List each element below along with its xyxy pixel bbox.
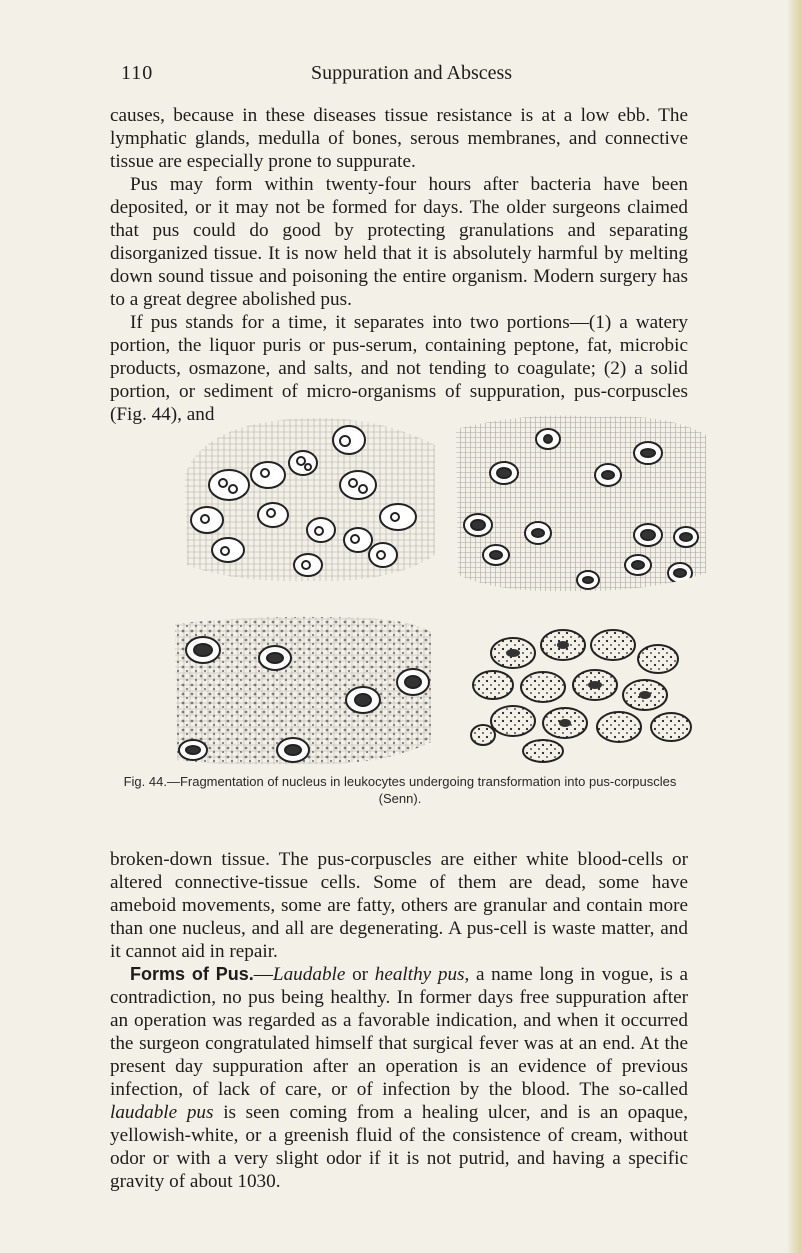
- body-text-bottom: [110, 848, 688, 1193]
- term-healthy-pus: healthy pus: [374, 964, 465, 985]
- figure-panel-top-left: [173, 405, 445, 585]
- figure-panel-top-right: [448, 405, 718, 595]
- text-healing-ulcer: is seen coming from a healing ulcer, and is an opaque, yellowish-white, or a greenish fluid of the consistence of cream, without odor or with a very slight odor if it is not putrid, and having a specific gravity of about 1030.: [110, 1102, 688, 1192]
- paragraph-forms-of-pus: [110, 963, 688, 1193]
- figure-panel-bottom-right: [453, 615, 713, 765]
- paragraph-causes: causes, because in these diseases tissue resistance is at a low ebb. The lymphatic glands, medulla of bones, serous membranes, and connective tissue are especially prone to suppurate.: [110, 105, 688, 172]
- term-laudable-pus: laudable pus: [110, 1102, 214, 1123]
- paragraph-pus-portions: If pus stands for a time, it separates into two portions—(1) a watery portion, the liquor puris or pus-serum, containing peptone, fat, microbic products, osmazone, and salts, and not tending to coagulate; (2) a solid portion, or sediment of micro-organisms of suppuration, pus-corpuscles (Fig. 44), and: [110, 312, 688, 425]
- figure-caption: Fig. 44.—Fragmentation of nucleus in leukocytes undergoing transformation into pus-corpuscles (Senn).: [123, 774, 677, 806]
- text-contradiction: , a name long in vogue, is a contradiction, no pus being healthy. In former days free suppuration after an operation was regarded as a favorable indication, and when it occurred the surgeon congratulated himself that surgical fever was at an end. At the present day suppuration after an operation is an evidence of previous infection, of lack of care, or of infection by the blood. The so-called: [110, 964, 689, 1100]
- figure-panel-bottom-left: [163, 610, 443, 770]
- page-edge: [787, 0, 801, 1253]
- page-number: 110: [121, 62, 154, 84]
- paragraph-broken-down-tissue: broken-down tissue. The pus-corpuscles are either white blood-cells or altered connective-tissue cells. Some of them are dead, some have ameboid movements, some are fatty, others are granular and contain more than one nucleus, and all are degenerating. A pus-cell is waste matter, and it cannot aid in repair.: [110, 849, 688, 962]
- heading-dash: —: [253, 964, 273, 985]
- body-text-top: [110, 104, 688, 426]
- section-heading-forms-of-pus: Forms of Pus.: [130, 964, 254, 984]
- term-laudable: Laudable: [272, 964, 346, 985]
- paragraph-pus-formation: Pus may form within twenty-four hours after bacteria have been deposited, or it may not be formed for days. The older surgeons claimed that pus could do good by protecting granulations and separating disorganized tissue. It is now held that it is absolutely harmful by melting down sound tissue and poisoning the entire organism. Modern surgery has to a great degree abolished pus.: [110, 174, 688, 310]
- page-header: [121, 62, 621, 90]
- text-or: or: [345, 964, 375, 985]
- figure-44: [163, 405, 713, 765]
- running-title: Suppuration and Abscess: [311, 62, 513, 84]
